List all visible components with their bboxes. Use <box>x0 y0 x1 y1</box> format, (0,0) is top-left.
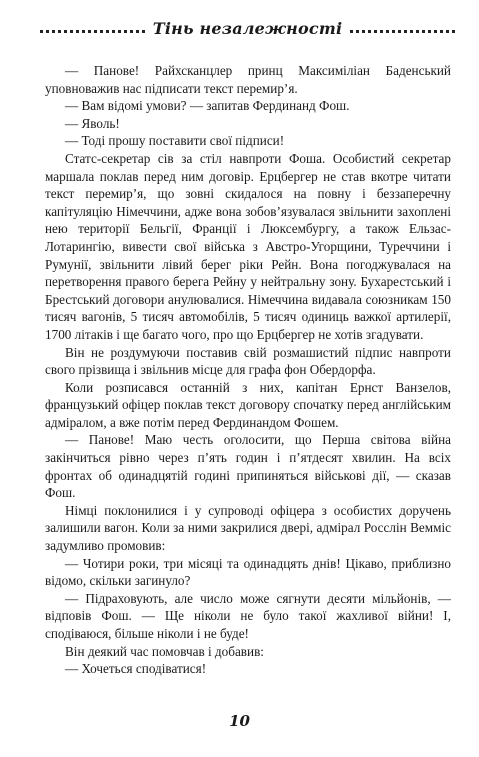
paragraph: Німці поклонилися і у супроводі офіцера з особистих доручень залишили вагон. Коли за ними закрилися двері, адмірал Росслін Вемміс задумливо промовив: <box>45 502 451 554</box>
body-text <box>45 62 451 678</box>
paragraph: — Яволь! <box>65 115 120 131</box>
paragraph: — Панове! Райхсканцлер принц Максиміліан Баденський уповноважив нас підписати текст перемир’я. <box>45 63 451 96</box>
header-dotted-rule-right <box>350 30 455 33</box>
paragraph: Він не роздумуючи поставив свій розмашистий підпис навпроти свого прізвища і звільнив місце для графа фон Обердорфа. <box>45 344 451 378</box>
paragraph: — Тоді прошу поставити свої підписи! <box>65 133 285 149</box>
header-dotted-rule-left <box>40 30 145 33</box>
page-number: 10 <box>229 712 250 730</box>
paragraph: — Підраховують, але число може сягнути десяти мільйонів, — відповів Фош. — Ще ніколи не було такої жахливої війни! І, сподіваюся, більше ніколи і не буде! <box>45 590 451 641</box>
paragraph: — Панове! Маю честь оголосити, що Перша світова війна закінчиться рівно через п’ять годин і п’ятдесят хвилин. На всіх фронтах об одинадцятій годині припиняться військові дії, — сказав Фош. <box>45 432 451 501</box>
paragraph: Статс-секретар сів за стіл навпроти Фоша. Особистий секретар маршала поклав перед ним договір. Ерцбергер не став вкотре читати текст перемир’я, що зовні скидалося на повну і беззаперечну капітуляцію Німеччини, адже вона зобов’язувалася звільнити захоплені нею території Бельгії, Франції і Люксембургу, а також Ельзас-Лотарингію, вивести свої війська з Австро-Угорщини, Туреччини і Румунії, звільнити лівий берег ріки Рейн. Вона погоджувалася на перетворення правого берега Рейну у нейтральну зону. Бухарестський і Брестський договори анулювалися. Німеччина видавала союзникам 150 тисяч вагонів, 5 тисяч автомобілів, 5 тисяч одиниць важкої артилерії, 1700 літаків і ще багато чого, про що Ерцбергер не хотів згадувати. <box>45 150 451 342</box>
running-header <box>40 14 455 42</box>
header-title: Тінь незалежності <box>152 18 343 38</box>
paragraph: Коли розписався останній з них, капітан Ернст Ванзелов, французький офіцер поклав текст договору спочатку перед англійським адміралом, а вже потім перед Фердинандом Фошем. <box>45 379 451 430</box>
paragraph: Він деякий час помовчав і добавив: <box>65 643 264 659</box>
paragraph: — Чотири роки, три місяці та одинадцять днів! Цікаво, приблизно відомо, скільки загинуло? <box>45 555 451 589</box>
paragraph: — Вам відомі умови? — запитав Фердинанд Фош. <box>65 98 350 114</box>
paragraph: — Хочеться сподіватися! <box>65 661 207 677</box>
